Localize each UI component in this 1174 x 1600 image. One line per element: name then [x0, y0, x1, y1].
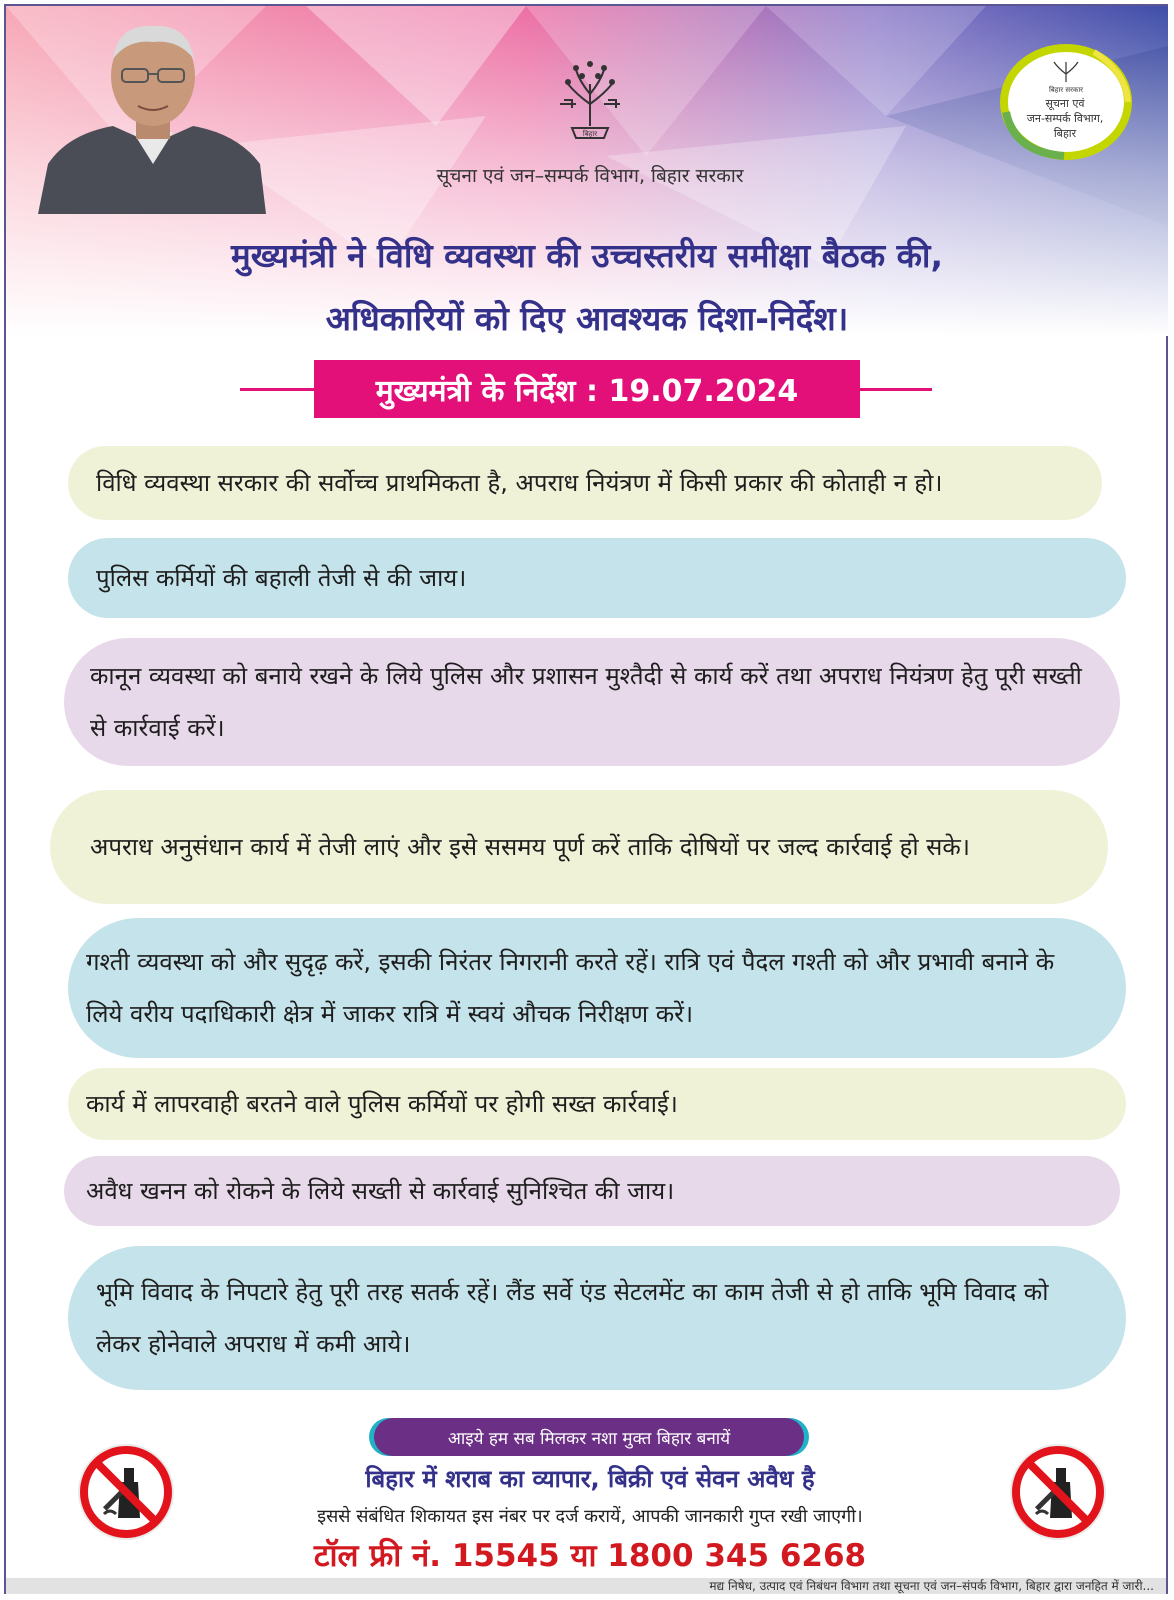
badge-department-name	[1000, 96, 1130, 141]
directive-text: भूमि विवाद के निपटारे हेतु पूरी तरह सतर्क रहें। लैंड सर्वे एंड सेटलमेंट का काम तेजी से हो ताकि भूमि विवाद को लेकर होनेवाले अपराध में कमी आये।	[96, 1278, 1049, 1358]
campaign-slogan: आइये हम सब मिलकर नशा मुक्त बिहार बनायें	[374, 1418, 804, 1456]
tollfree-numbers: टॉल फ्री नं. 15545 या 1800 345 6268	[313, 1538, 867, 1574]
banner-rule-left	[240, 388, 314, 391]
directive-text: कार्य में लापरवाही बरतने वाले पुलिस कर्मियों पर होगी सख्त कार्रवाई।	[86, 1090, 678, 1118]
badge-top-text: बिहार सरकार	[1048, 86, 1084, 94]
directive-text: गश्ती व्यवस्था को और सुदृढ़ करें, इसकी निरंतर निगरानी करते रहें। रात्रि एवं पैदल गश्ती को और प्रभावी बनाने के लिये वरीय पदाधिकारी क्षेत्र में जाकर रात्रि में स्वयं औचक निरीक्षण करें।	[86, 948, 1055, 1028]
directive-item	[64, 638, 1120, 766]
directive-date-banner: मुख्यमंत्री के निर्देश : 19.07.2024	[314, 360, 860, 418]
headline-line-2: अधिकारियों को दिए आवश्यक दिशा-निर्देश।	[325, 299, 849, 338]
directive-text: अवैध खनन को रोकने के लिये सख्ती से कार्रवाई सुनिश्चित की जाय।	[86, 1177, 675, 1205]
directive-item	[64, 1156, 1120, 1226]
liquor-ban-notice: बिहार में शराब का व्यापार, बिक्री एवं सेवन अवैध है	[365, 1465, 815, 1493]
headline-line-1: मुख्यमंत्री ने विधि व्यवस्था की उच्चस्तरीय समीक्षा बैठक की,	[230, 236, 943, 275]
directive-item	[68, 446, 1102, 520]
complaint-note: इससे संबंधित शिकायत इस नंबर पर दर्ज करायें, आपकी जानकारी गुप्त रखी जाएगी।	[317, 1506, 863, 1527]
badge-line: जन-सम्पर्क विभाग,	[1026, 112, 1104, 125]
banner-rule-right	[860, 388, 932, 391]
badge-line: बिहार	[1053, 127, 1077, 140]
emblem-label: बिहार	[582, 130, 598, 138]
page-headline	[60, 224, 1114, 350]
footer-credit-bar	[6, 1578, 1166, 1594]
directive-item	[68, 1246, 1126, 1390]
directive-text: अपराध अनुसंधान कार्य में तेजी लाएं और इसे ससमय पूर्ण करें ताकि दोषियों पर जल्द कार्रवाई हो सके।	[90, 833, 970, 861]
directive-item	[68, 1068, 1126, 1140]
directive-text: कानून व्यवस्था को बनाये रखने के लिये पुलिस और प्रशासन मुश्तैदी से कार्य करें तथा अपराध नियंत्रण हेतु पूरी सख्ती से कार्रवाई करें।	[90, 662, 1082, 742]
footer-credit: मद्य निषेध, उत्पाद एवं निबंधन विभाग तथा सूचना एवं जन–संपर्क विभाग, बिहार द्वारा जनहित में जारी...	[709, 1579, 1154, 1593]
no-alcohol-icon	[1010, 1444, 1106, 1540]
bihar-emblem-icon	[546, 54, 634, 144]
chief-minister-portrait	[38, 14, 266, 214]
directive-item	[50, 790, 1108, 904]
directive-text: विधि व्यवस्था सरकार की सर्वोच्च प्राथमिकता है, अपराध नियंत्रण में किसी प्रकार की कोताही न हो।	[96, 469, 943, 497]
directive-text: पुलिस कर्मियों की बहाली तेजी से की जाय।	[96, 564, 467, 592]
department-caption: सूचना एवं जन–सम्पर्क विभाग, बिहार सरकार	[436, 165, 744, 187]
directive-item	[68, 918, 1126, 1058]
directive-item	[68, 538, 1126, 618]
badge-line: सूचना एवं	[1045, 97, 1085, 110]
